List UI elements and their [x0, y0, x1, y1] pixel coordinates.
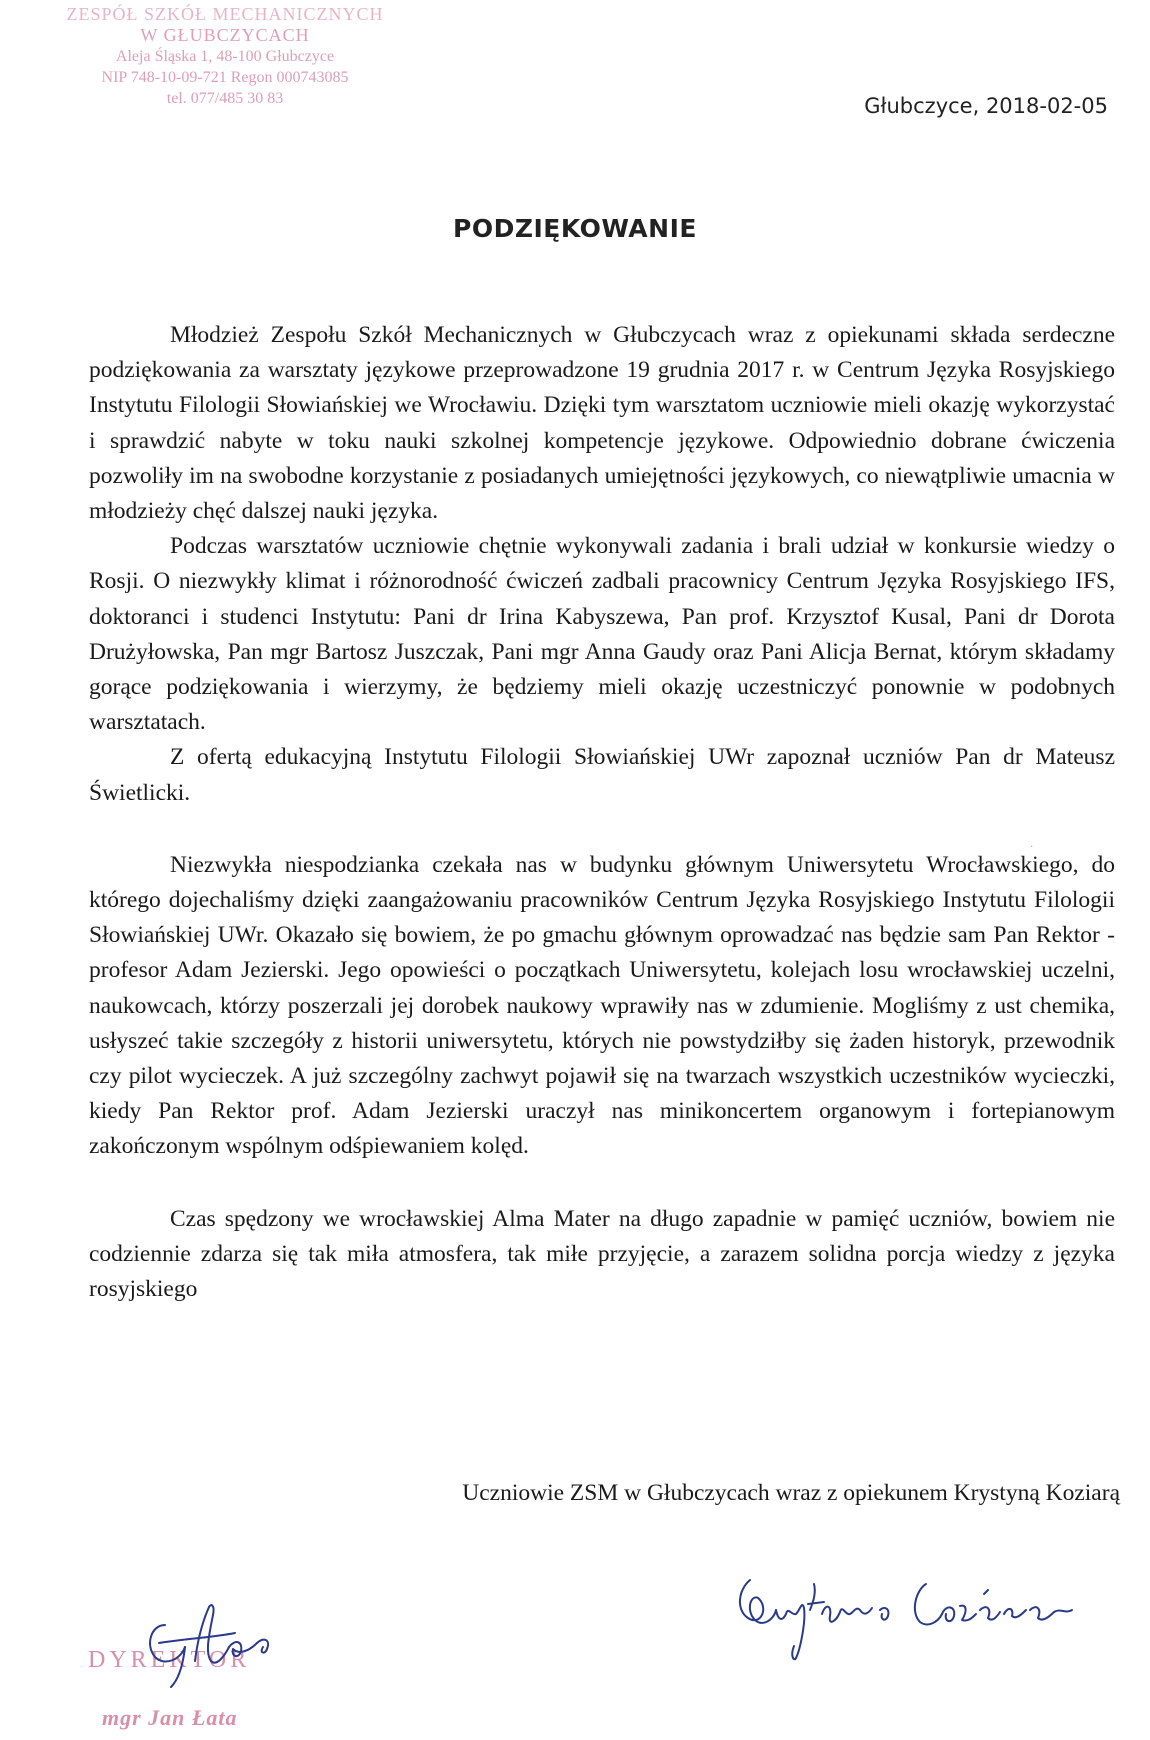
director-name: mgr Jan Łata [102, 1705, 238, 1730]
closing-line: Uczniowie ZSM w Głubczycach wraz z opiekunem Krystyną Koziarą [462, 1480, 1120, 1506]
paragraph-2: Podczas warsztatów uczniowie chętnie wykonywali zadania i brali udział w konkursie wiedzy o Rosji. O niezwykły klimat i różnorodność ćwiczeń zadbali pracownicy Centrum Języka Rosyjskiego IFS, doktoranci i studenci Instytutu: Pani dr Irina Kabyszewa, Pan prof. Krzysztof Kusal, Pani dr Dorota Drużyłowska, Pan mgr Bartosz Juszczak, Pani mgr Anna Gaudy oraz Pani Alicja Bernat, którym składamy gorące podziękowania i wierzymy, że będziemy mieli okazję uczestniczyć ponownie w podobnych warsztatach. [89, 533, 1115, 736]
stamp-line-5: tel. 077/485 30 83 [166, 90, 284, 107]
director-signature-block [70, 1595, 330, 1735]
stamp-line-3: Aleja Śląska 1, 48-100 Głubczyce [115, 48, 335, 65]
paragraph-3: Z ofertą edukacyjną Instytutu Filologii Słowiańskiej UWr zapoznał uczniów Pan dr Mateusz Świetlicki. [89, 744, 1115, 806]
letter-body [89, 318, 1115, 1307]
stamp-line-2: W GŁUBCZYCACH [140, 25, 310, 45]
paragraph-5: Czas spędzony we wrocławskiej Alma Mater na długo zapadnie w pamięć uczniów, bowiem nie codziennie zdarza się tak miła atmosfera, tak miłe przyjęcie, a zarazem solidna porcja wiedzy z języka rosyjskiego [89, 1205, 1115, 1303]
letter-title: PODZIĘKOWANIE [453, 214, 697, 243]
scan-speck: · [1030, 842, 1034, 853]
signature-krystyna-koziara [730, 1570, 1100, 1665]
director-stamp-label: DYREKTOR [88, 1647, 251, 1673]
stamp-line-1: ZESPÓŁ SZKÓŁ MECHANICZNYCH [66, 4, 384, 24]
signature-director [125, 1595, 315, 1690]
letter-date: Głubczyce, 2018-02-05 [864, 94, 1108, 118]
school-stamp [35, 4, 415, 109]
stamp-line-4: NIP 748-10-09-721 Regon 000743085 [101, 69, 349, 86]
paragraph-1: Młodzież Zespołu Szkół Mechanicznych w Głubczycach wraz z opiekunami składa serdeczne podziękowania za warsztaty językowe przeprowadzone 19 grudnia 2017 r. w Centrum Języka Rosyjskiego Instytutu Filologii Słowiańskiej we Wrocławiu. Dzięki tym warsztatom uczniowie mieli okazję wykorzystać i sprawdzić nabyte w toku nauki szkolnej kompetencje językowe. Odpowiednio dobrane ćwiczenia pozwoliły im na swobodne korzystanie z posiadanych umiejętności językowych, co niewątpliwie umacnia w młodzieży chęć dalszej nauki języka. [89, 322, 1115, 525]
paragraph-4: Niezwykła niespodzianka czekała nas w budynku głównym Uniwersytetu Wrocławskiego, do którego dojechaliśmy dzięki zaangażowaniu pracowników Centrum Języka Rosyjskiego Instytutu Filologii Słowiańskiej UWr. Okazało się bowiem, że po gmachu głównym oprowadzać nas będzie sam Pan Rektor - profesor Adam Jezierski. Jego opowieści o początkach Uniwersytetu, kolejach losu wrocławskiej uczelni, naukowcach, którzy poszerzali jej dorobek naukowy wprawiły nas w zdumienie. Mogliśmy z ust chemika, usłyszeć takie szczegóły z historii uniwersytetu, których nie powstydziłby się żaden historyk, przewodnik czy pilot wycieczek. A już szczególny zachwyt pojawił się na twarzach wszystkich uczestników wycieczki, kiedy Pan Rektor prof. Adam Jezierski uraczył nas minikoncertem organowym i fortepianowym zakończonym wspólnym odśpiewaniem kolęd. [89, 851, 1115, 1160]
